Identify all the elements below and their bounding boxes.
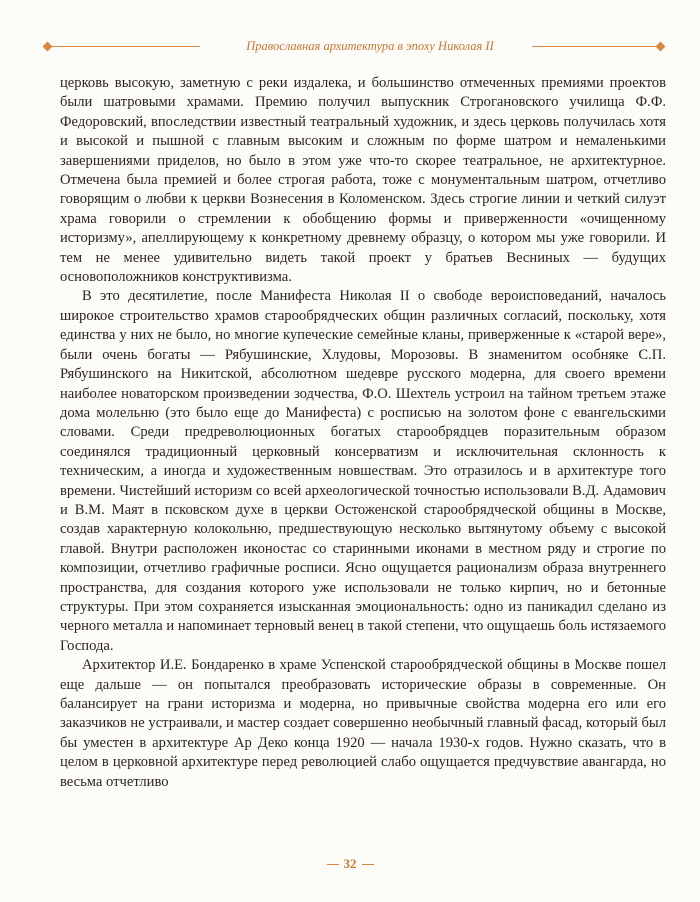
running-header [44, 36, 664, 56]
page-footer [0, 854, 700, 874]
header-rule-right [532, 46, 656, 47]
paragraph: Архитектор И.Е. Бондаренко в храме Успенской старообрядческой общины в Москве пошел еще дальше — он попытался преобразовать исторические образы в современные. Он балансирует на грани историзма и модерна, но привычные свойства модерна его или его заказчиков не устраивали, и мастер создает совершенно необычный главный фасад, который был бы уместен в архитектуре Ар Деко конца 1920 — начала 1930-х годов. Нужно сказать, что в целом в церковной архитектуре перед революцией слабо ощущается предчувствие авангарда, но весьма отчетливо [60, 657, 666, 790]
header-rule-left [52, 46, 200, 47]
page-number-dash-right [362, 864, 374, 865]
page-number: 32 [343, 856, 357, 871]
paragraph: церковь высокую, заметную с реки издалека, и большинство отмеченных премиями проектов были шатровыми храмами. Премию получил выпускник Строгановского училища Ф.Ф. Федоровский, впоследствии известный театральный художник, и здесь церковь получилась хотя и высокой и пышной с главным высоким и сложным по форме шатром и немаленькими завершениями приделов, но было в этом уже что-то скорее театральное, не архитектурное. Отмечена была премией и более строгая работа, тоже с монументальным шатром, отчетливо говорящим о любви к церкви Вознесения в Коломенском. Здесь строгие линии и четкий силуэт храма говорили о стремлении к обобщению формы и приверженности «очищенному историзму», апеллирующему к конкретному древнему образцу, о котором мы уже говорили. И тем не менее удивительно видеть такой проект у братьев Весниных — будущих основоположников конструктивизма. [60, 75, 666, 286]
body-text [60, 74, 666, 792]
header-ornament-left [43, 42, 53, 52]
paragraph: В это десятилетие, после Манифеста Николая II о свободе вероисповеданий, началось широкое строительство храмов старообрядческих общин различных согласий, поскольку, хотя единства у них не было, но многие купеческие семейные кланы, приверженные к «старой вере», были очень богаты — Рябушинские, Хлудовы, Морозовы. В знаменитом особняке С.П. Рябушинского на Никитской, абсолютном шедевре русского модерна, для своего времени наиболее новаторском произведении зодчества, Ф.О. Шехтель устроил на тайном третьем этаже дома молельню (это было еще до Манифеста) с росписью на золотом фоне с евангельскими словами. Среди предреволюционных богатых старообрядцев поразительным образом соединялся традиционный церковный консерватизм и исключительная склонность к техническим, а иногда и художественным новшествам. Это отразилось и в архитектуре того времени. Чистейший историзм со всей археологической точностью использовали В.Д. Адамович и В.М. Маят в псковском духе в церкви Остоженской старообрядческой общины в Москве, создав характерную колокольню, предшествующую несколько вытянутому объему с высокой главой. Внутри расположен иконостас со старинными иконами в местном ряду и строгие по композиции, отчетливо графичные росписи. Ясно ощущается рационализм образа внутреннего пространства, для создания которого уже использовали не только кирпич, но и бетонные структуры. При этом сохраняется изысканная эмоциональность: одно из паникадил сделано из черного металла и напоминает терновый венец в такой степени, что ощущаешь боль истязаемого Господа. [60, 288, 666, 654]
running-header-title: Православная архитектура в эпоху Николая II [246, 39, 494, 53]
header-ornament-right [656, 42, 666, 52]
